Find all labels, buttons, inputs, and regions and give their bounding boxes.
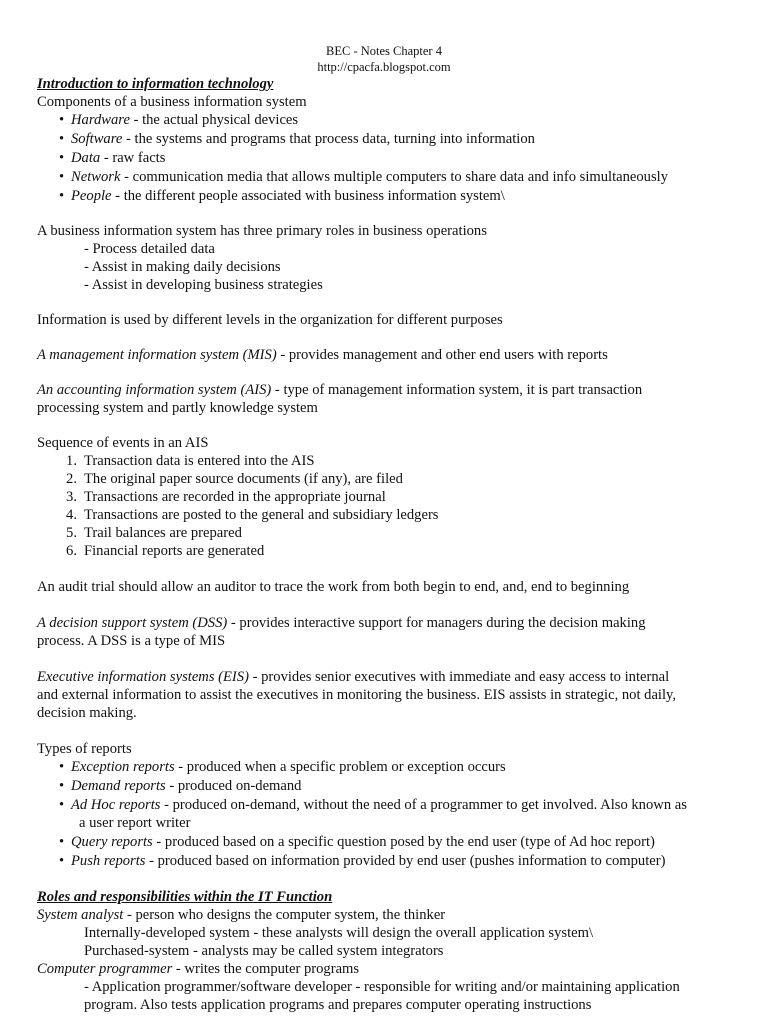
mis-paragraph: A management information system (MIS) - provides management and other end users with reports <box>37 347 608 363</box>
list-item: • Network - communication media that allows multiple computers to share data and info simultaneously <box>37 168 768 186</box>
list-item: - Assist in developing business strategies <box>84 277 323 293</box>
list-item: • Hardware - the actual physical devices <box>37 111 768 129</box>
list-item: 2. The original paper source documents (if any), are filed <box>66 471 403 487</box>
list-item: • Ad Hoc reports - produced on-demand, without the need of a programmer to get involved. Also known as <box>37 796 768 814</box>
list-item: Internally-developed system - these analysts will design the overall application system\ <box>84 925 594 941</box>
levels-paragraph: Information is used by different levels in the organization for different purposes <box>37 312 503 328</box>
list-item: • Push reports - produced based on information provided by end user (pushes information to computer) <box>37 852 768 870</box>
list-item: 5. Trail balances are prepared <box>66 525 242 541</box>
list-item: - Process detailed data <box>84 241 215 257</box>
list-item: 6. Financial reports are generated <box>66 543 265 559</box>
page-header-title: BEC - Notes Chapter 4 <box>326 44 442 58</box>
list-item: • People - the different people associated with business information system\ <box>37 187 768 205</box>
section-heading-roles: Roles and responsibilities within the IT Function <box>37 889 333 905</box>
list-item: • Demand reports - produced on-demand <box>37 777 768 795</box>
list-item: - Application programmer/software developer - responsible for writing and/or maintaining application <box>84 979 680 995</box>
list-item: - Assist in making daily decisions <box>84 259 281 275</box>
page-header-url: http://cpacfa.blogspot.com <box>317 60 451 74</box>
list-item-continuation: a user report writer <box>79 815 191 831</box>
list-item: • Exception reports - produced when a specific problem or exception occurs <box>37 758 768 776</box>
sequence-intro: Sequence of events in an AIS <box>37 435 209 451</box>
reports-intro: Types of reports <box>37 741 132 757</box>
list-item: 1. Transaction data is entered into the AIS <box>66 453 315 469</box>
roles-intro: A business information system has three primary roles in business operations <box>37 223 487 239</box>
sequence-list <box>37 452 768 560</box>
section-heading-intro: Introduction to information technology <box>37 76 274 92</box>
list-item-continuation: program. Also tests application programs and prepares computer operating instructions <box>84 997 592 1013</box>
list-item: Purchased-system - analysts may be called system integrators <box>84 943 444 959</box>
list-item: 3. Transactions are recorded in the appropriate journal <box>66 489 386 505</box>
components-list <box>37 111 768 205</box>
list-item: 4. Transactions are posted to the general and subsidiary ledgers <box>66 507 439 523</box>
dss-paragraph: A decision support system (DSS) - provides interactive support for managers during the decision making process. A DSS is a type of MIS <box>37 615 646 649</box>
reports-list <box>37 758 768 870</box>
audit-paragraph: An audit trial should allow an auditor to trace the work from both begin to end, and, end to beginning <box>37 579 630 595</box>
analyst-paragraph: System analyst - person who designs the computer system, the thinker <box>37 907 446 923</box>
programmer-paragraph: Computer programmer - writes the computer programs <box>37 961 360 977</box>
components-intro: Components of a business information system <box>37 94 307 110</box>
list-item: • Data - raw facts <box>37 149 768 167</box>
list-item: • Software - the systems and programs that process data, turning into information <box>37 130 768 148</box>
eis-paragraph: Executive information systems (EIS) - provides senior executives with immediate and easy access to internal and external information to assist the executives in monitoring the business. EIS assists in strategic, not daily, decision making. <box>37 669 677 721</box>
ais-paragraph: An accounting information system (AIS) - type of management information system, it is part transaction processing system and partly knowledge system <box>37 382 643 416</box>
list-item: • Query reports - produced based on a specific question posed by the end user (type of Ad hoc report) <box>37 833 768 851</box>
